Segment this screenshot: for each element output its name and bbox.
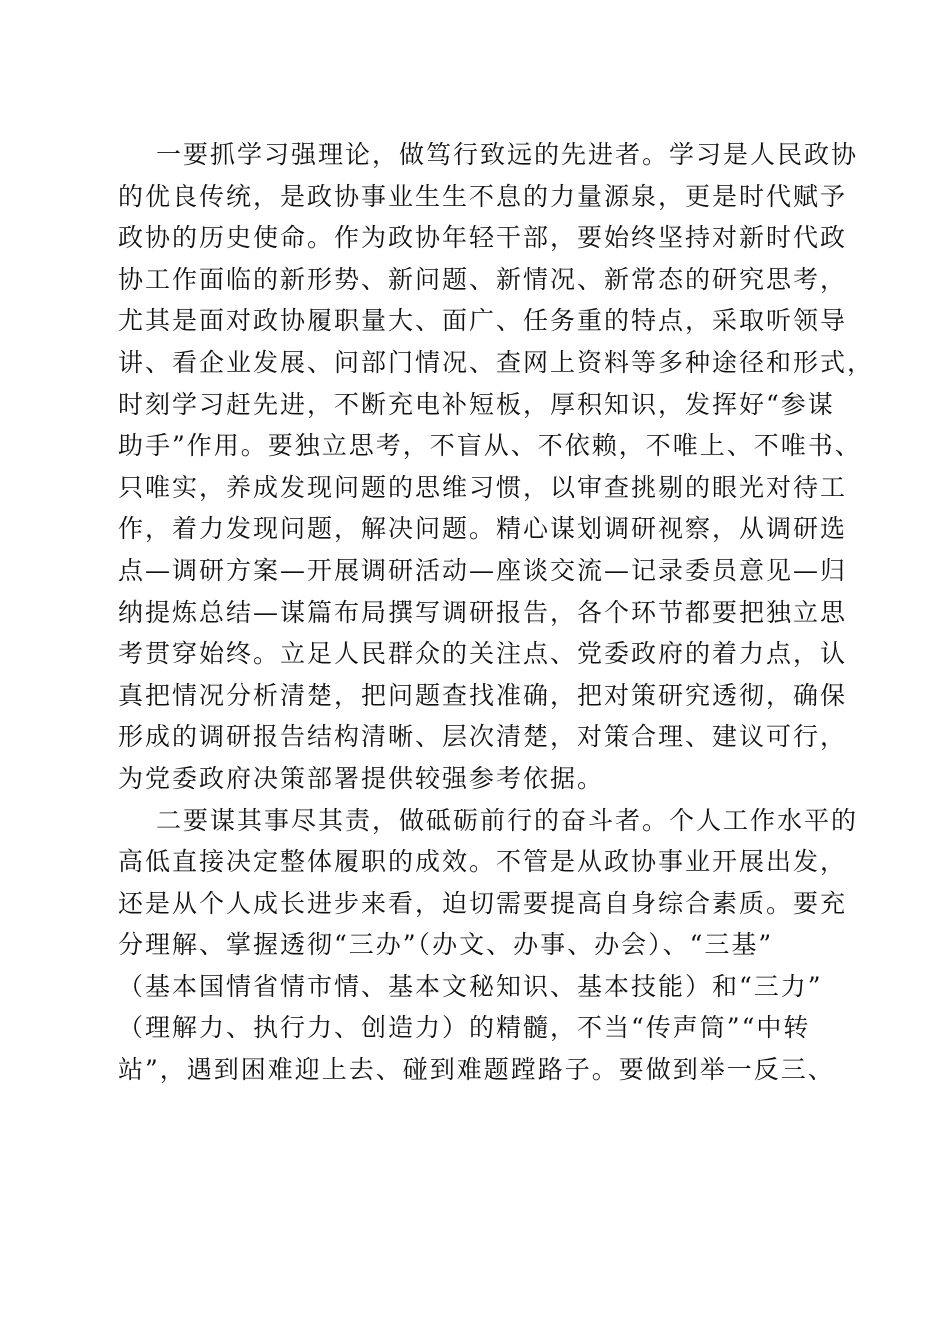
text-line: 真把情况分析清楚，把问题查找准确，把对策研究透彻，确保 (118, 680, 848, 710)
text-line: 二要谋其事尽其责，做砥砺前行的奋斗者。个人工作水平的 (156, 805, 859, 835)
text-line: 助手”作用。要独立思考，不盲从、不依赖，不唯上、不唯书、 (118, 431, 862, 461)
text-line: 高低直接决定整体履职的成效。不管是从政协事业开展出发， (118, 847, 848, 877)
document-body (118, 134, 875, 1091)
text-line: 站”，遇到困难迎上去、碰到难题蹚路子。要做到举一反三、 (118, 1055, 835, 1085)
text-line: 尤其是面对政协履职量大、面广、任务重的特点，采取听领导 (118, 306, 848, 336)
text-line: 协工作面临的新形势、新问题、新情况、新常态的研究思考， (118, 264, 848, 294)
text-line: 作，着力发现问题，解决问题。精心谋划调研视察，从调研选 (118, 514, 848, 544)
text-line: 为党委政府决策部署提供较强参考依据。 (118, 763, 605, 793)
text-line: 分理解、掌握透彻“三办”（办文、办事、办会）、“三基” (118, 930, 774, 960)
text-line: 点—调研方案—开展调研活动—座谈交流—记录委员意见—归 (118, 555, 848, 585)
text-line: 考贯穿始终。立足人民群众的关注点、党委政府的着力点，认 (118, 639, 848, 669)
paragraph-1 (118, 134, 875, 800)
text-line: 只唯实，养成发现问题的思维习惯，以审查挑剔的眼光对待工 (118, 472, 848, 502)
text-line: （理解力、执行力、创造力）的精髓，不当“传声筒”“中转 (118, 1013, 811, 1043)
text-line: 政协的历史使命。作为政协年轻干部，要始终坚持对新时代政 (118, 223, 848, 253)
text-line: 的优良传统，是政协事业生生不息的力量源泉，更是时代赋予 (118, 181, 848, 211)
text-line: 时刻学习赶先进，不断充电补短板，厚积知识，发挥好“参谋 (118, 389, 835, 419)
paragraph-2 (118, 800, 859, 1091)
text-line: 一要抓学习强理论，做笃行致远的先进者。学习是人民政协 (156, 140, 859, 169)
text-line: （基本国情省情市情、基本文秘知识、基本技能）和“三力” (118, 971, 823, 1001)
text-line: 形成的调研报告结构清晰、层次清楚，对策合理、建议可行， (118, 722, 848, 752)
text-line: 还是从个人成长进步来看，迫切需要提高自身综合素质。要充 (118, 888, 848, 918)
text-line: 纳提炼总结—谋篇布局撰写调研报告，各个环节都要把独立思 (118, 597, 848, 627)
text-line: 讲、看企业发展、问部门情况、查网上资料等多种途径和形式， (118, 347, 875, 377)
